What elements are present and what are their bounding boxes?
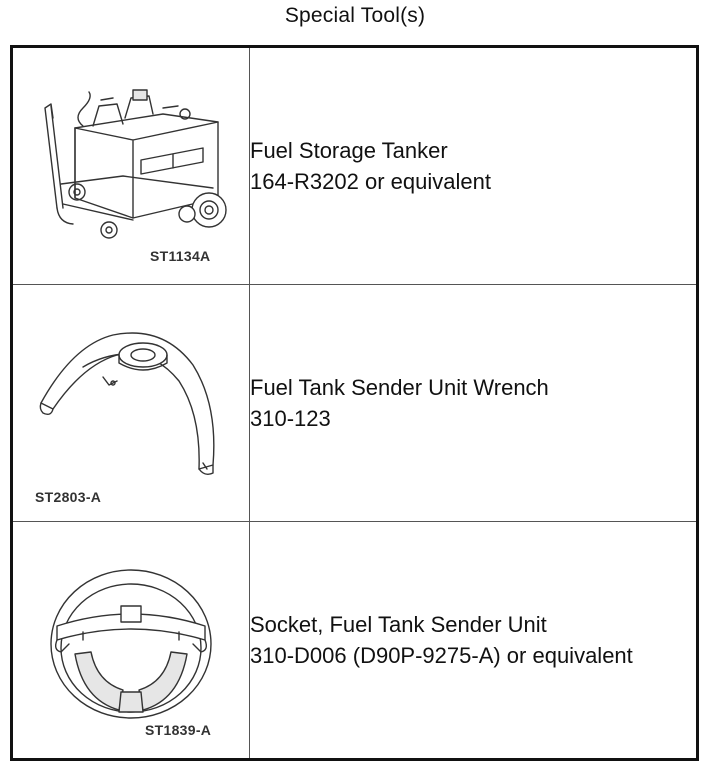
tool-name: Socket, Fuel Tank Sender Unit: [250, 612, 547, 637]
sender-socket-illustration: [13, 522, 249, 758]
table-row: [12, 285, 698, 522]
tool-description-cell: [250, 285, 698, 522]
tool-part-number: 310-123: [250, 406, 331, 431]
illustration-code: ST2803-A: [35, 489, 102, 505]
tool-illustration-cell: [12, 285, 250, 522]
sender-unit-wrench-illustration: [13, 285, 249, 521]
illustration-code: ST1134A: [150, 248, 211, 264]
tool-description-cell: [250, 47, 698, 285]
table-row: [12, 522, 698, 760]
tool-part-number: 310-D006 (D90P-9275-A) or equivalent: [250, 643, 633, 668]
page-title: Special Tool(s): [284, 4, 426, 27]
special-tools-table: [10, 45, 699, 761]
table-row: [12, 47, 698, 285]
fuel-tanker-illustration: [13, 48, 249, 284]
tool-part-number: 164-R3202 or equivalent: [250, 169, 491, 194]
tool-illustration-cell: [12, 522, 250, 760]
tool-illustration-cell: [12, 47, 250, 285]
tool-description-cell: [250, 522, 698, 760]
illustration-code: ST1839-A: [145, 722, 212, 738]
tool-name: Fuel Tank Sender Unit Wrench: [250, 375, 549, 400]
tool-name: Fuel Storage Tanker: [250, 138, 448, 163]
